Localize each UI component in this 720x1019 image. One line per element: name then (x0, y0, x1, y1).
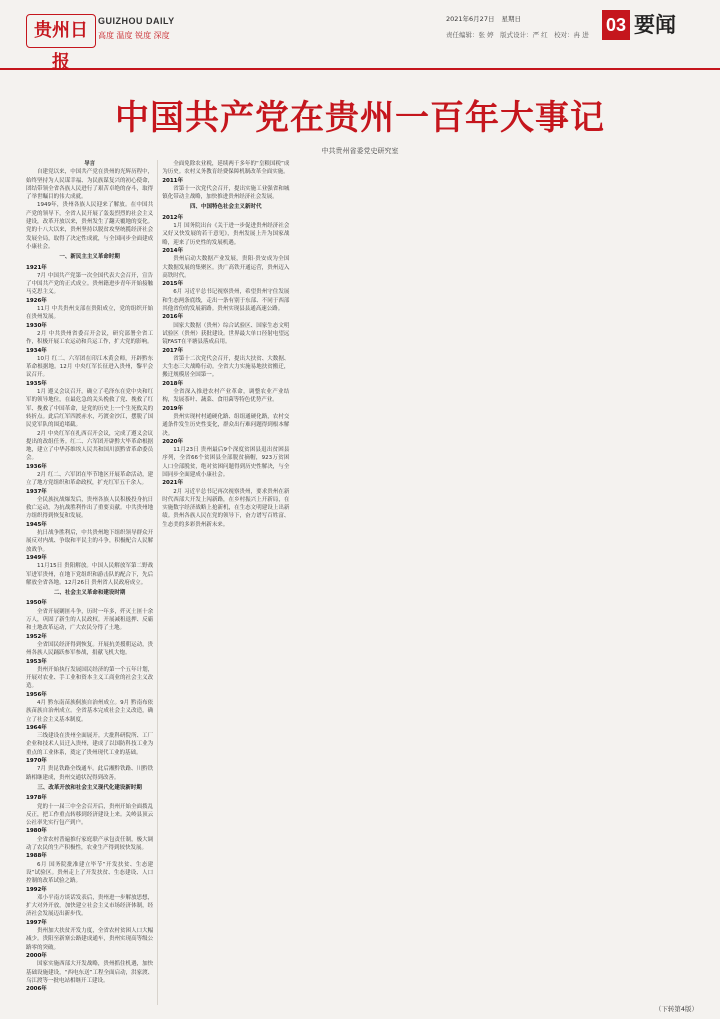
body-paragraph: 4月 黔东南苗族侗族自治州成立。9月 黔南布依族苗族自治州成立。全省基本完成社会主义改造，确立了社会主义基本制度。 (26, 700, 154, 723)
year-heading: 1952年 (26, 633, 47, 640)
body-paragraph: 贵州启动大数据产业发展，贵阳·贵安成为全国大数据发展的集聚区。贵广高铁开通运营，贵州迈入高铁时代。 (162, 256, 290, 279)
body-paragraph: 三线建设在贵州全面展开。大批科研院所、工厂企业和技术人员迁入贵州，建成了以国防科技工业为重点的工业体系，奠定了贵州现代工业的基础。 (26, 733, 154, 756)
body-paragraph: 全省国民经济得到恢复。开展抗美援朝运动，贵州各族人民踊跃参军参战，捐献飞机大炮。 (26, 641, 154, 657)
body-paragraph: 全面免除农业税，延续两千多年的“皇粮国税”成为历史。农村义务教育经费保障机制改革全面实施。 (162, 161, 290, 176)
article-author: 中共贵州省委党史研究室 (321, 147, 399, 155)
year-heading: 2021年 (162, 480, 183, 487)
year-heading: 2012年 (162, 214, 183, 221)
year-heading: 1978年 (26, 795, 47, 802)
year-heading: 1992年 (26, 886, 47, 893)
body-paragraph: 邓小平南方谈话发表后，贵州进一步解放思想，扩大对外开放，加快建立社会主义市场经济体制，经济社会发展迈出新步伐。 (26, 894, 154, 918)
year-heading: 1935年 (26, 380, 47, 387)
body-paragraph: 国家大数据（贵州）综合试验区、国家生态文明试验区（贵州）获批建设。世界最大单口径射电望远镜FAST在平塘县落成启用。 (162, 322, 290, 346)
continued-note: （下转第4版） (654, 1005, 698, 1013)
body-paragraph: 11月23日 贵州最后9个深度贫困县退出贫困县序列，全省66个贫困县全部脱贫摘帽，923万贫困人口全部脱贫，绝对贫困问题得到历史性解决，与全国同步全面建成小康社会。 (162, 447, 290, 478)
year-heading: 2015年 (162, 281, 183, 288)
year-heading: 2018年 (162, 380, 183, 387)
year-heading: 1937年 (26, 488, 47, 495)
year-heading: 1934年 (26, 347, 47, 354)
newspaper-name-english: GUIZHOU DAILY (98, 16, 175, 26)
body-paragraph: 全省深入推进农村产业革命，调整农业产业结构，发展茶叶、蔬菜、食用菌等特色优势产业。 (162, 389, 290, 404)
year-heading: 1949年 (26, 554, 47, 561)
body-paragraph: 贵州加大扶贫开发力度，全省农村贫困人口大幅减少。贵阳至新寨公路建成通车，贵州实现高等级公路零的突破。 (26, 928, 154, 951)
body-paragraph: 7月 中国共产党第一次全国代表大会召开，宣告了中国共产党的正式成立。贵州籍进步青年开始接触马克思主义。 (26, 272, 154, 296)
year-heading: 1964年 (26, 724, 47, 731)
body-paragraph: 6月 国务院批准建立毕节“开发扶贫、生态建设”试验区。贵州走上了开发扶贫、生态建设、人口控制的改革试验之路。 (26, 861, 154, 885)
body-paragraph: 党的十一届三中全会召开后，贵州开始全面拨乱反正，把工作重点转移到经济建设上来。关岭县顶云公社率先实行包产到户。 (26, 803, 154, 827)
body-paragraph: 全省开展剿匪斗争，历时一年多，歼灭土匪十余万人，巩固了新生的人民政权。开展减租退押、反霸和土地改革运动，广大农民分得了土地。 (26, 608, 154, 632)
newspaper-slogan: 高度 温度 锐度 深度 (98, 31, 170, 40)
year-heading: 1953年 (26, 658, 47, 665)
body-paragraph: 国家实施西部大开发战略，贵州抓住机遇，加快基础设施建设，“西电东送”工程全面启动，洪家渡、乌江渡等一批电站相继开工建设。 (26, 961, 154, 984)
body-paragraph: 1949年，贵州各族人民迎来了解放。在中国共产党的领导下，全省人民开展了轰轰烈烈的社会主义建设，改革开放以来，贵州发生了翻天覆地的变化。党的十八大以来，贵州坚持以脱贫攻坚统揽经济社会发展全局，取得了决定性成就，与全国同步全面建成小康社会。 (26, 202, 154, 250)
section-heading: 四、中国特色社会主义新时代 (190, 204, 262, 211)
editors-line: 责任编辑：张 婷 版式设计：严 红 校对：冉 进 (446, 31, 589, 39)
body-paragraph: 2月 中共贵州省委召开会议，研究部署全省工作，积极开展工农运动和兵运工作，扩大党的影响。 (26, 330, 154, 346)
year-heading: 1956年 (26, 691, 47, 698)
body-paragraph: 贵州开始执行发展国民经济的第一个五年计划，开展对农业、手工业和资本主义工商业的社会主义改造。 (26, 666, 154, 690)
section-heading: 二、社会主义革命和建设时期 (53, 590, 126, 597)
article-headline: 中国共产党在贵州一百年大事记 (115, 98, 605, 138)
body-paragraph: 抗日战争胜利后，中共贵州地下组织领导群众开展反对内战、争取和平民主的斗争，积极配合人民解放战争。 (26, 530, 154, 553)
year-heading: 1926年 (26, 297, 47, 304)
body-paragraph: 全省农村普遍推行家庭联产承包责任制，极大调动了农民的生产积极性，农业生产得到较快发展。 (26, 836, 154, 852)
year-heading: 1988年 (26, 853, 47, 860)
year-heading: 2011年 (162, 177, 183, 184)
year-heading: 1936年 (26, 463, 47, 470)
year-heading: 1997年 (26, 919, 47, 926)
body-paragraph: 1月 国务院出台《关于进一步促进贵州经济社会又好又快发展的若干意见》，贵州发展上升为国家战略，迎来了历史性的发展机遇。 (162, 223, 290, 246)
section-heading: 三、改革开放和社会主义现代化建设新时期 (37, 784, 142, 791)
issue-meta (446, 14, 526, 23)
body-paragraph: 全民族抗战爆发后，贵州各族人民积极投身抗日救亡运动，为抗战胜利作出了重要贡献。中共贵州地方组织得到恢复和发展。 (26, 496, 154, 520)
year-heading: 2006年 (26, 986, 47, 993)
article-body (26, 160, 698, 1005)
year-heading: 1970年 (26, 758, 47, 765)
body-paragraph: 11月15日 贵阳解放。中国人民解放军第二野战军进军贵州，在地下党组织和游击队的配合下，先后解放全省各地。12月26日 贵州省人民政府成立。 (26, 563, 154, 586)
body-paragraph: 2月 中央红军在扎西召开会议，完成了遵义会议提出的改组任务。红二、六军团开辟黔大毕革命根据地，建立了中华苏维埃人民共和国川滇黔省革命委员会。 (26, 430, 154, 462)
body-paragraph: 2月 红二、六军团在毕节地区开展革命活动，建立了地方党组织和革命政权，扩充红军五千余人。 (26, 471, 154, 487)
body-paragraph: 6月 习近平总书记视察贵州，希望贵州守住发展和生态两条底线，走出一条有别于东部、不同于西部其他省份的发展新路。贵州实现县县通高速公路。 (162, 289, 290, 313)
year-heading: 1945年 (26, 521, 47, 528)
issue-date: 2021年6月27日 (446, 15, 495, 23)
body-paragraph: 11月 中共贵州支部在贵阳成立，党的组织开始在贵州发展。 (26, 306, 154, 321)
year-heading: 1950年 (26, 600, 47, 607)
body-paragraph: 贵州实现村村通硬化路、组组通硬化路，农村交通条件发生历史性变化，群众出行难问题得到根本解决。 (162, 413, 290, 437)
masthead (0, 0, 720, 73)
body-paragraph: 省第十一次党代会召开，提出实施工业强省和城镇化带动主战略，加快推进贵州经济社会发展。 (162, 185, 290, 201)
year-heading: 1921年 (26, 264, 47, 271)
body-paragraph: 10月 红二、六军团在印江木黄会师，开辟黔东革命根据地。12月 中央红军长征进入贵州，黎平会议召开。 (26, 355, 154, 379)
page-number: 03 (602, 10, 630, 40)
year-heading: 2000年 (26, 952, 47, 959)
year-heading: 2016年 (162, 314, 183, 321)
body-paragraph: 省第十二次党代会召开，提出大扶贫、大数据、大生态三大战略行动。全省大力实施易地扶贫搬迁，搬迁规模居全国第一。 (162, 355, 290, 379)
body-paragraph: 1月 遵义会议召开，确立了毛泽东在党中央和红军的领导地位，在最危急的关头挽救了党、挽救了红军、挽救了中国革命，是党的历史上一个生死攸关的转折点。此后红军四渡赤水，巧渡金沙江，摆脱了国民党军队的围追堵截。 (26, 389, 154, 429)
year-heading: 2017年 (162, 347, 183, 354)
issue-weekday: 星期日 (501, 15, 522, 23)
year-heading: 1930年 (26, 322, 47, 329)
newspaper-logo: 贵州日报 (26, 14, 96, 48)
section-heading: 一、新民主主义革命时期 (59, 254, 120, 261)
section-title: 要闻 (634, 12, 676, 37)
body-paragraph: 自建党以来，中国共产党在贵州的光辉历程中，始终坚持为人民谋幸福、为民族谋复兴的初心使命，团结带领全省各族人民进行了艰苦卓绝的奋斗，取得了举世瞩目的伟大成就。 (26, 169, 154, 201)
lead-paragraph: 导言 (84, 161, 96, 167)
body-paragraph: 7月 贵昆铁路全线通车。此后湘黔铁路、川黔铁路相继建成，贵州交通状况得到改善。 (26, 766, 154, 781)
article-columns (26, 160, 698, 1005)
year-heading: 2020年 (162, 438, 183, 445)
year-heading: 2014年 (162, 247, 183, 254)
body-paragraph: 2月 习近平总书记再次视察贵州，要求贵州在新时代西部大开发上闯新路，在乡村振兴上开新局，在实施数字经济战略上抢新机，在生态文明建设上出新绩。贵州各族人民在党的领导下，奋力谱写百姓富、生态美的多彩贵州新未来。 (162, 488, 290, 528)
year-heading: 2019年 (162, 405, 183, 412)
year-heading: 1980年 (26, 828, 47, 835)
